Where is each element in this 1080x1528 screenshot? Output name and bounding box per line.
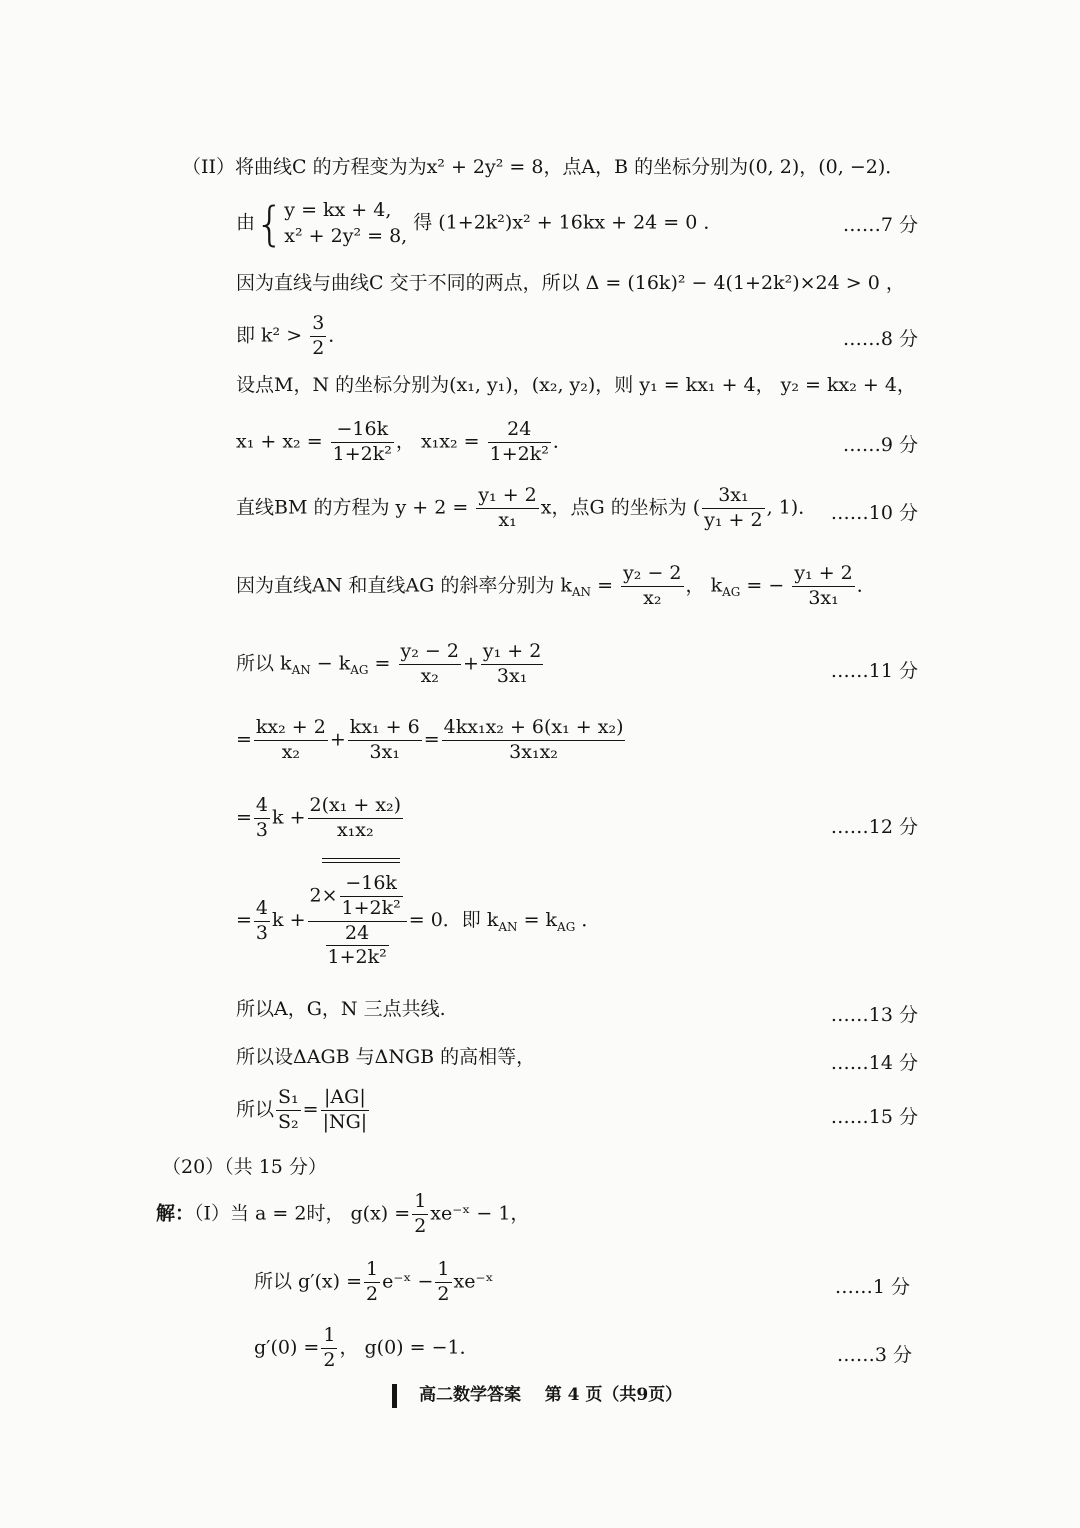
k-squared-line: 即 k² > $\frac{3}{2}$ ．	[236, 312, 348, 359]
part2-intro: （II）将曲线C 的方程变为为x² + 2y² = 8，点A，B 的坐标分别为(0, 2)，(0, −2)．	[182, 156, 905, 178]
score-14: ……14 分	[830, 1052, 918, 1074]
ratio-line: 所以 $\frac{\text{S₁}}{\text{S₂}}$ = $\frac{|AG|}{|NG|}$	[236, 1086, 368, 1133]
score-9: ……9 分	[842, 434, 918, 456]
score-11: ……11 分	[830, 660, 918, 682]
derivative-line: 所以 g′(x) = $\frac{1}{2}$ e⁻ˣ − $\frac{1}{2}$ xe⁻ˣ	[254, 1258, 494, 1305]
compound-fraction: 2× $\frac{-16k}{\text{1+2k²}}$ $\frac{24}{\text{1+2k²}}$	[308, 872, 407, 970]
fraction: $\frac{\text{y₂ − 2}}{\text{x₂}}$	[400, 640, 459, 687]
score-13: ……13 分	[830, 1004, 918, 1026]
fraction: $\frac{4}{3}$	[255, 896, 269, 944]
step3-line: = $\frac{4}{3}$ k + 2× $\frac{-16k}{\text{1+2k²}}$ $\frac{24}{\text{1+2k²}}$ = 0．即 $k_{AN} = k_{AG}$ ．	[236, 872, 601, 969]
collinear-line: 所以A，G，N 三点共线.	[236, 998, 446, 1020]
fraction: $\frac{\text{y₁ + 2}}{\text{3x₁}}$	[794, 562, 853, 609]
q20-solution-line: 解：（I）当 a = 2时， g(x) = $\frac{1}{2}$ xe⁻ˣ − 1，	[156, 1190, 530, 1237]
fraction: $\frac{\text{4kx₁x₂ + 6(x₁ + x₂)}}{\text{3x₁x₂}}$	[443, 716, 624, 763]
step2-line: = $\frac{4}{3}$ k + $\frac{\text{2(x₁ + x₂)}}{\text{x₁x₂}}$	[236, 794, 402, 841]
fraction: $\frac{\text{y₁ + 2}}{\text{3x₁}}$	[482, 640, 542, 687]
fraction: $\frac{|AG|}{|NG|}$	[322, 1086, 368, 1133]
fraction: $\frac{-16k}{\text{1+2k²}}$	[332, 418, 392, 465]
fraction: $\frac{\text{S₁}}{\text{S₂}}$	[278, 1086, 299, 1133]
margin-mark	[392, 1384, 397, 1408]
fraction: $\frac{\text{2(x₁ + x₂)}}{\text{x₁x₂}}$	[309, 794, 402, 841]
fraction: $\frac{1}{2}$	[323, 1324, 336, 1371]
fraction: $\frac{\text{3x₁}}{\text{y₁ + 2}}$	[704, 484, 763, 531]
fraction: $\frac{\text{y₂ − 2}}{\text{x₂}}$	[623, 562, 682, 609]
score-12: ……12 分	[830, 816, 918, 838]
value-line: g′(0) = $\frac{1}{2}$ ， g(0) = −1．	[254, 1324, 479, 1371]
fraction: $\frac{\text{kx₂ + 2}}{\text{x₂}}$	[255, 716, 326, 763]
brace-icon: {	[255, 196, 285, 251]
fraction: $\frac{1}{2}$	[414, 1190, 427, 1237]
slopes-line: 因为直线AN 和直线AG 的斜率分别为 $k_{AN}$ = $\frac{\text{y₂ − 2}}{\text{x₂}}$ ， $k_{AG}$ = − $\frac{\text{y₁ + 2}}{\text{3x₁}}$ ．	[236, 562, 876, 609]
mn-line: 设点M，N 的坐标分别为(x₁, y₁)，(x₂, y₂)，则 y₁ = kx₁ + 4， y₂ = kx₂ + 4，	[236, 374, 916, 396]
score-7: ……7 分	[842, 214, 918, 236]
fraction: $\frac{\text{y₁ + 2}}{\text{x₁}}$	[478, 484, 537, 531]
q20-header: （20）（共 15 分）	[162, 1156, 327, 1178]
page-footer: 高二数学答案 第 4 页（共9页）	[392, 1380, 682, 1408]
step1-line: = $\frac{\text{kx₂ + 2}}{\text{x₂}}$ + $\frac{\text{kx₁ + 6}}{\text{3x₁}}$ = $\frac{\text{4kx₁x₂ + 6(x₁ + x₂)}}{\text{3x₁x₂}}$	[236, 716, 624, 763]
fraction: $\frac{24}{\text{1+2k²}}$	[489, 418, 549, 465]
diff-line: 所以 $k_{AN} - k_{AG}$ = $\frac{\text{y₂ − 2}}{\text{x₂}}$ + $\frac{\text{y₁ + 2}}{\text{3x₁}}$	[236, 640, 542, 687]
fraction: $\frac{1}{2}$	[366, 1258, 379, 1305]
score-3: ……3 分	[836, 1344, 912, 1366]
fraction: $\frac{1}{2}$	[437, 1258, 450, 1305]
fraction: $\frac{3}{2}$	[312, 312, 325, 359]
score-8: ……8 分	[842, 328, 918, 350]
score-15: ……15 分	[830, 1106, 918, 1128]
fraction: $\frac{\text{kx₁ + 6}}{\text{3x₁}}$	[349, 716, 420, 763]
system-equation: 由{ y = kx + 4, x² + 2y² = 8, 得 (1+2k²)x² + 16kx + 24 = 0 ．	[236, 196, 723, 251]
height-line: 所以设ΔAGB 与ΔNGB 的高相等，	[236, 1046, 536, 1068]
score-1: ……1 分	[834, 1276, 910, 1298]
score-10: ……10 分	[830, 502, 918, 524]
bm-line: 直线BM 的方程为 y + 2 = $\frac{\text{y₁ + 2}}{\text{x₁}}$ x，点G 的坐标为 ( $\frac{\text{3x₁}}{\text{y₁ + 2}}$ , 1)．	[236, 484, 818, 531]
vieta-line: x₁ + x₂ = $\frac{-16k}{\text{1+2k²}}$ ， x₁x₂ = $\frac{24}{\text{1+2k²}}$ ．	[236, 418, 572, 465]
delta-line: 因为直线与曲线C 交于不同的两点，所以 Δ = (16k)² − 4(1+2k²)×24 > 0 ，	[236, 272, 905, 294]
fraction: $\frac{4}{3}$	[255, 794, 269, 841]
handwritten-underline	[322, 858, 400, 863]
